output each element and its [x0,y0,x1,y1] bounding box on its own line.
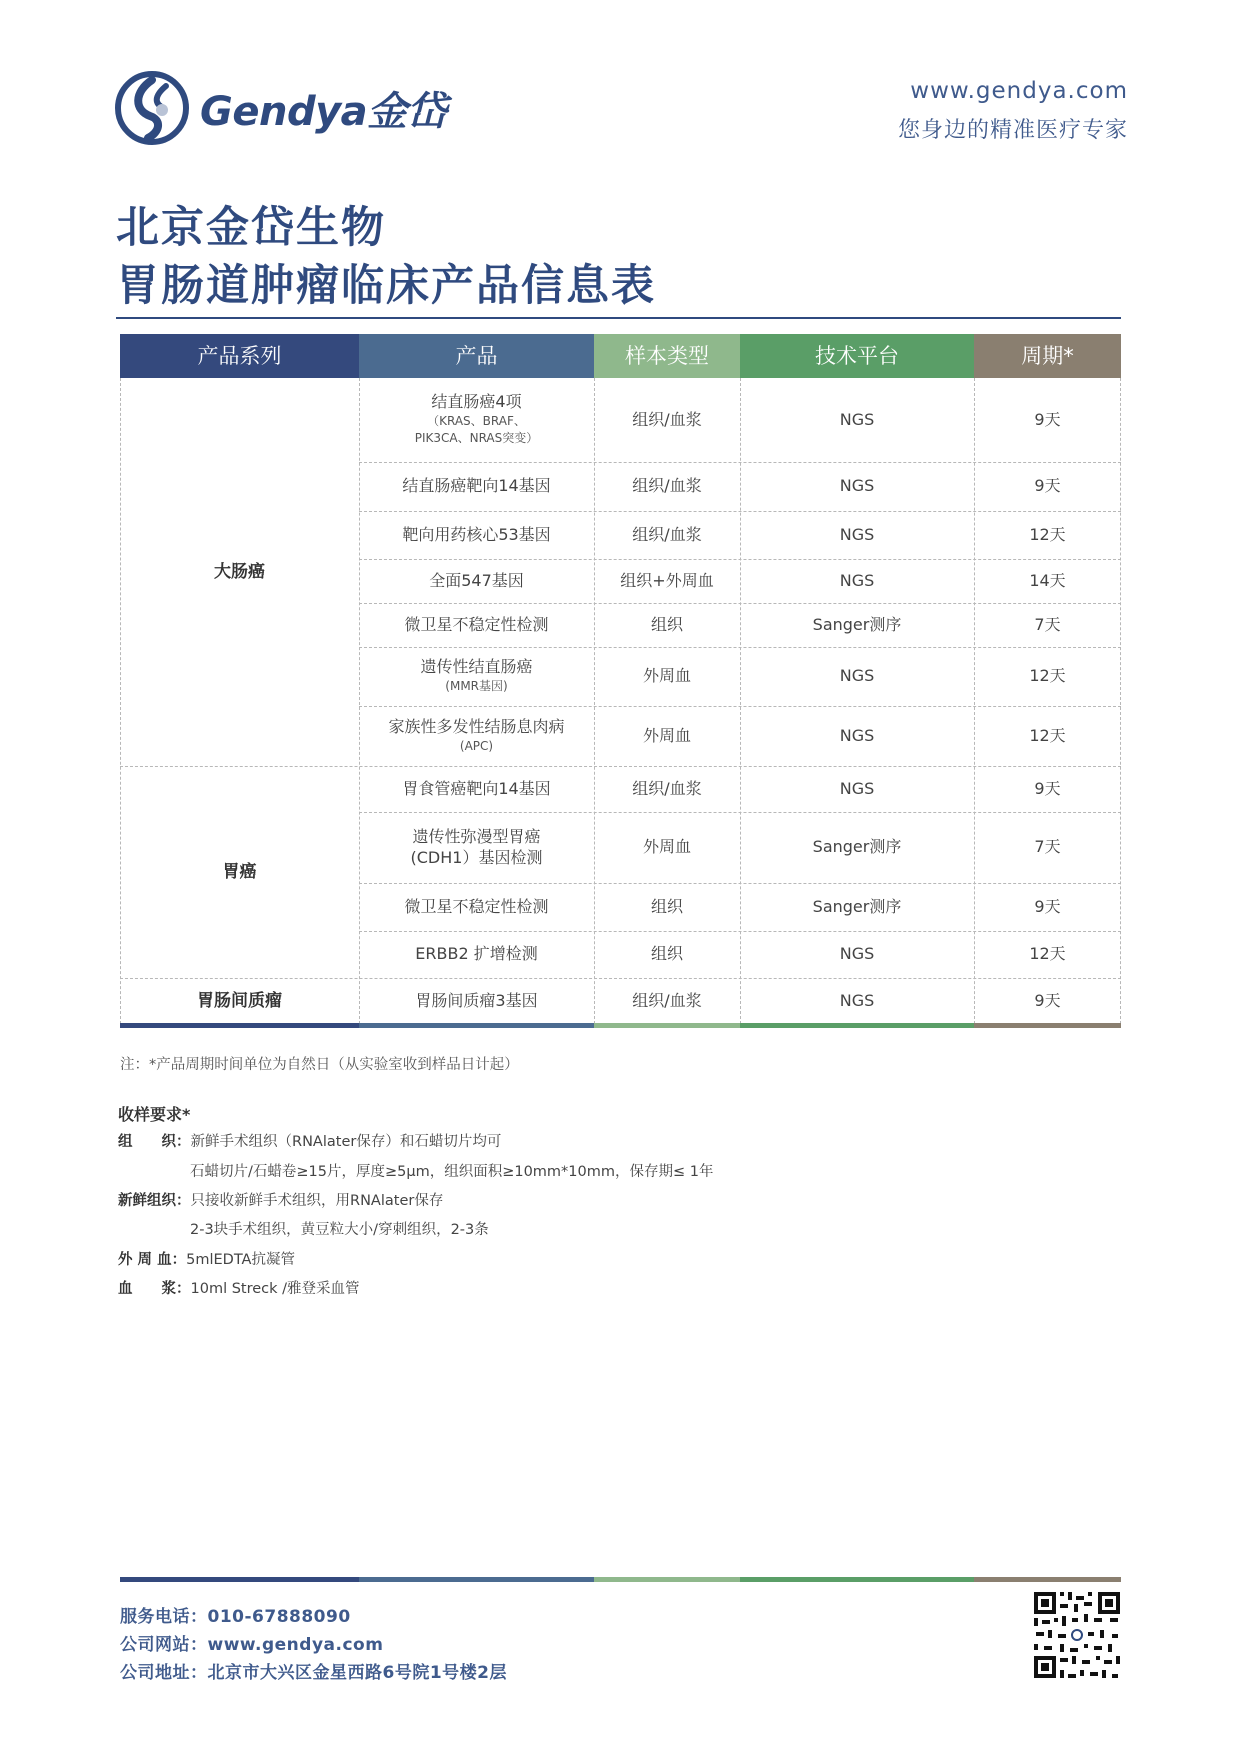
footer-address: 公司地址：北京市大兴区金星西路6号院1号楼2层 [120,1663,507,1683]
table-cell-product [359,706,594,766]
table-bottom-bar [359,1023,594,1028]
table-cell-sample: 组织 [650,896,683,916]
table-cell-sample: 组织 [650,944,683,964]
table-cell-platform: NGS [839,778,875,798]
req-fresh-tissue [118,1189,443,1210]
footer-website[interactable]: 公司网站：www.gendya.com [120,1635,384,1655]
table-cell-sample: 组织/血浆 [632,778,702,798]
table-cell-period: 12天 [1029,725,1066,745]
table-cell-product: 全面547基因 [429,570,524,590]
title-divider [116,317,1121,319]
table-cell-period: 12天 [1029,666,1066,686]
product-name-line2: (CDH1）基因检测 [410,847,543,867]
table-cell-sample: 外周血 [642,837,691,857]
table-cell-sample: 组织/血浆 [632,476,702,496]
product-note: （KRAS、BRAF、 [427,414,526,428]
product-name: 结直肠癌4项 [431,392,522,412]
req-value: 只接收新鲜手术组织，用RNAlater保存 [190,1193,444,1209]
table-cell-platform: NGS [839,570,875,590]
req-fresh-detail: 2-3块手术组织，黄豆粒大小/穿刺组织，2-3条 [190,1222,489,1238]
table-cell-period: 9天 [1034,476,1061,496]
table-cell-platform: NGS [839,725,875,745]
table-cell-sample: 组织 [650,614,683,634]
table-cell-product [359,647,594,706]
table-bottom-bar [120,1023,359,1028]
req-label: 外 周 血： [118,1252,187,1268]
table-cell-product [359,378,594,462]
requirements-title: 收样要求* [118,1105,191,1124]
table-cell-product: 靶向用药核心53基因 [402,524,551,544]
table-cell-product: 胃肠间质瘤3基因 [415,990,538,1010]
table-cell-sample: 组织/血浆 [632,524,702,544]
table-cell-product: 结直肠癌靶向14基因 [402,476,551,496]
product-name: 遗传性弥漫型胃癌 [412,826,541,846]
req-tissue [118,1130,501,1151]
req-tissue-detail: 石蜡切片/石蜡卷≥15片，厚度≥5μm，组织面积≥10mm*10mm，保存期≤ 1年 [190,1164,714,1180]
header-slogan: 您身边的精准医疗专家 [897,118,1128,143]
req-label: 组 织： [118,1134,191,1150]
req-value: 5mlEDTA抗凝管 [186,1252,295,1268]
footer-bar [120,1577,359,1582]
product-note: PIK3CA、NRAS突变） [414,431,539,446]
table-bottom-bar [594,1023,740,1028]
req-blood [118,1248,295,1269]
table-cell-product: 胃食管癌靶向14基因 [402,778,551,798]
table-cell-period: 12天 [1029,944,1066,964]
table-cell-platform: Sanger测序 [812,837,902,857]
table-cell-period: 12天 [1029,524,1066,544]
product-note: (APC) [459,738,494,753]
table-cell-platform: NGS [839,524,875,544]
header-product: 产品 [359,334,594,378]
table-cell-sample: 外周血 [642,725,691,745]
company-logo-text: Gendya金岱 [200,89,447,135]
period-footnote: 注：*产品周期时间单位为自然日（从实验室收到样品日计起） [120,1057,519,1073]
table-cell-period: 7天 [1034,614,1061,634]
req-value: 新鲜手术组织（RNAlater保存）和石蜡切片均可 [190,1134,502,1150]
table-cell-platform: Sanger测序 [812,896,902,916]
table-cell-sample: 组织/血浆 [632,409,702,429]
table-cell-product [359,812,594,883]
footer-bar [594,1577,740,1582]
page-title-company: 北京金岱生物 [116,203,386,253]
page-title: 胃肠道肿瘤临床产品信息表 [116,261,656,311]
product-table [120,334,1121,1028]
footer-bar [359,1577,594,1582]
header-series: 产品系列 [120,334,359,378]
table-bottom-bar [974,1023,1121,1028]
table-cell-sample: 组织/血浆 [632,990,702,1010]
header-website[interactable]: www.gendya.com [910,78,1128,104]
req-label: 血 浆： [118,1281,191,1297]
table-cell-period: 14天 [1029,570,1066,590]
req-label: 新鲜组织： [118,1193,191,1209]
header-sample-type: 样本类型 [594,334,740,378]
header-platform: 技术平台 [740,334,974,378]
table-cell-platform: NGS [839,990,875,1010]
table-cell-period: 9天 [1034,990,1061,1010]
qr-code-icon[interactable] [1032,1590,1122,1680]
category-colorectal: 大肠癌 [214,561,265,582]
table-cell-platform: NGS [839,476,875,496]
table-cell-period: 7天 [1034,837,1061,857]
table-cell-product: 微卫星不稳定性检测 [404,896,549,916]
footer-bar [740,1577,974,1582]
table-cell-platform: NGS [839,944,875,964]
table-bottom-bar [740,1023,974,1028]
table-cell-sample: 外周血 [642,666,691,686]
table-cell-platform: NGS [839,666,875,686]
footer-phone[interactable]: 服务电话：010-67888090 [120,1607,351,1627]
table-cell-product: ERBB2 扩增检测 [415,944,538,964]
header-period: 周期* [974,334,1121,378]
category-gist: 胃肠间质瘤 [197,990,282,1011]
product-name: 遗传性结直肠癌 [420,657,533,677]
category-gastric: 胃癌 [222,861,257,882]
table-cell-product: 微卫星不稳定性检测 [404,614,549,634]
table-cell-period: 9天 [1034,896,1061,916]
table-cell-platform: Sanger测序 [812,614,902,634]
gendya-logo-icon [114,70,190,146]
product-note: (MMR基因) [445,679,508,694]
req-value: 10ml Streck /雅登采血管 [190,1281,360,1297]
table-cell-sample: 组织+外周血 [620,570,714,590]
table-cell-platform: NGS [839,409,875,429]
product-name: 家族性多发性结肠息肉病 [388,716,565,736]
req-plasma [118,1277,360,1298]
table-cell-period: 9天 [1034,409,1061,429]
table-cell-period: 9天 [1034,778,1061,798]
footer-bar [974,1577,1121,1582]
